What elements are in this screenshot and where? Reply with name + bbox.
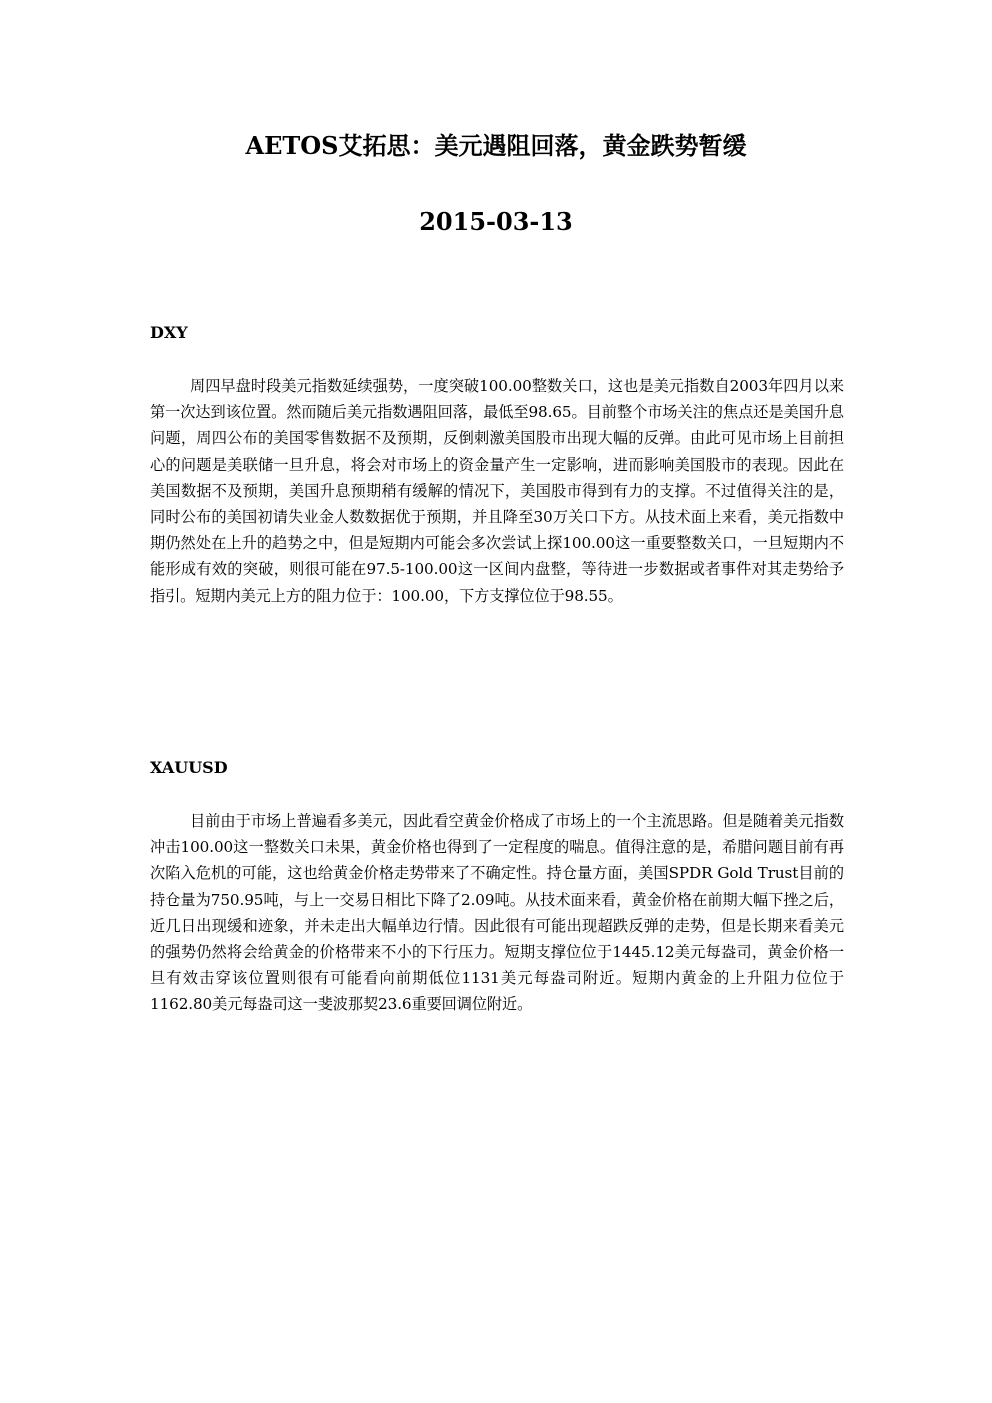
section-xauusd xyxy=(150,755,844,1018)
document-title: AETOS艾拓思：美元遇阻回落，黄金跌势暂缓 xyxy=(245,131,747,160)
section-heading: DXY xyxy=(150,323,188,342)
section-body: 目前由于市场上普遍看多美元，因此看空黄金价格成了市场上的一个主流思路。但是随着美元指数冲击100.00这一整数关口未果，黄金价格也得到了一定程度的喘息。值得注意的是，希腊问题目前有再次陷入危机的可能，这也给黄金价格走势带来了不确定性。持仓量方面，美国SPDR Gold Trust目前的持仓量为750.95吨，与上一交易日相比下降了2.09吨。从技术面来看，黄金价格在前期大幅下挫之后，近几日出现缓和迹象，并未走出大幅单边行情。因此很有可能出现超跌反弹的走势，但是长期来看美元的强势仍然将会给黄金的价格带来不小的下行压力。短期支撑位位于1445.12美元每盎司，黄金价格一旦有效击穿该位置则很有可能看向前期低位1131美元每盎司附近。短期内黄金的上升阻力位位于1162.80美元每盎司这一斐波那契23.6重要回调位附近。 xyxy=(150,812,844,1014)
section-body: 周四早盘时段美元指数延续强势，一度突破100.00整数关口，这也是美元指数自2003年四月以来第一次达到该位置。然而随后美元指数遇阻回落，最低至98.65。目前整个市场关注的焦点还是美国升息问题，周四公布的美国零售数据不及预期，反倒刺激美国股市出现大幅的反弹。由此可见市场上目前担心的问题是美联储一旦升息，将会对市场上的资金量产生一定影响，进而影响美国股市的表现。因此在美国数据不及预期，美国升息预期稍有缓解的情况下，美国股市得到有力的支撑。不过值得关注的是，同时公布的美国初请失业金人数数据优于预期，并且降至30万关口下方。从技术面上来看，美元指数中期仍然处在上升的趋势之中，但是短期内可能会多次尝试上探100.00这一重要整数关口，一旦短期内不能形成有效的突破，则很可能在97.5-100.00这一区间内盘整，等待进一步数据或者事件对其走势给予指引。短期内美元上方的阻力位于：100.00，下方支撑位位于98.55。 xyxy=(150,377,844,605)
section-heading: XAUUSD xyxy=(150,758,228,777)
section-dxy xyxy=(150,320,844,609)
document-date: 2015-03-13 xyxy=(419,207,573,236)
